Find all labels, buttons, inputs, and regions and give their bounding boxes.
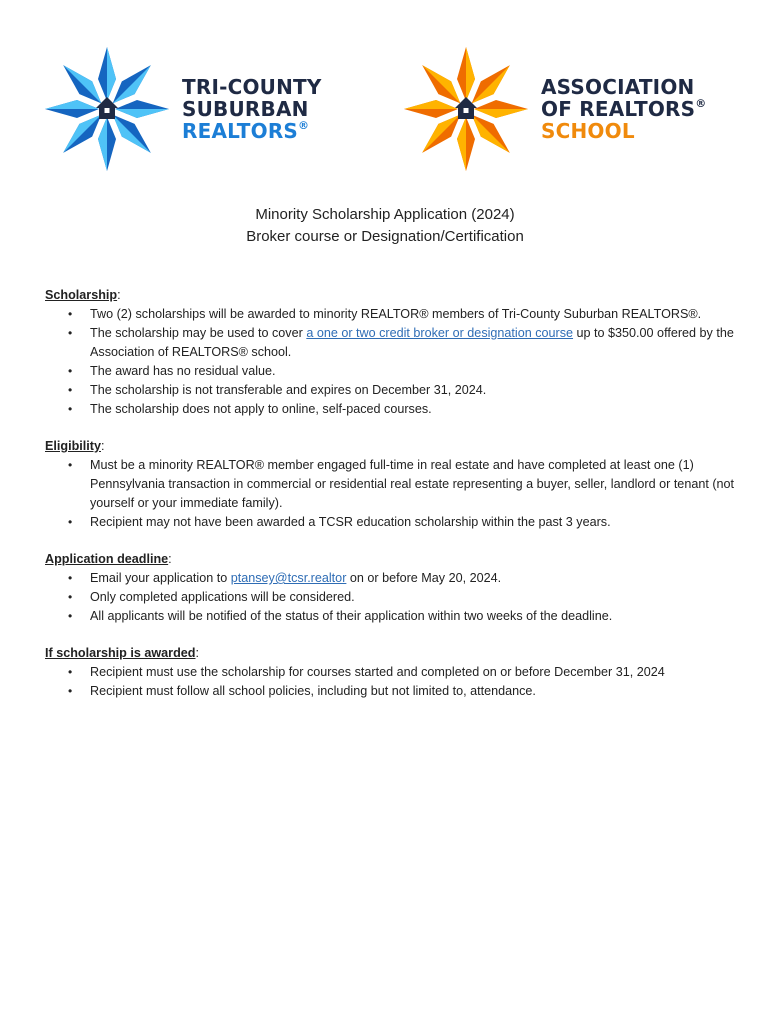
- star-house-logo-icon: [403, 46, 529, 172]
- list-item: • The award has no residual value.: [45, 362, 735, 381]
- list-item: • Must be a minority REALTOR® member engaged full-time in real estate and have completed at least one (1) Pennsylvania transaction in commercial or residential real estate representing a buyer, seller, landlord or tenant (not yourself or your immediate family).: [45, 456, 735, 513]
- document-body: [45, 286, 735, 719]
- logo-line: ASSOCIATION: [541, 75, 695, 99]
- list-item: • Recipient must use the scholarship for courses started and completed on or before December 31, 2024: [45, 663, 735, 682]
- logo-line: OF REALTORS: [541, 97, 696, 121]
- list-item: • The scholarship is not transferable and expires on December 31, 2024.: [45, 381, 735, 400]
- bullet-list: [45, 456, 735, 532]
- logo-line: SUBURBAN: [182, 97, 309, 121]
- title-line-2: Broker course or Designation/Certification: [246, 228, 524, 245]
- list-item: • The scholarship does not apply to online, self-paced courses.: [45, 400, 735, 419]
- logo-line: SCHOOL: [541, 119, 635, 143]
- association-of-realtors-school-logo: [403, 46, 706, 172]
- item-text: on or before May 20, 2024.: [346, 571, 502, 585]
- registered-mark: ®: [695, 97, 707, 110]
- title-line-1: Minority Scholarship Application (2024): [255, 206, 515, 223]
- broker-course-link[interactable]: a one or two credit broker or designation course: [306, 326, 574, 340]
- item-text: The scholarship may be used to cover: [90, 326, 307, 340]
- email-link[interactable]: ptansey@tcsr.realtor: [230, 571, 347, 585]
- section-heading: Scholarship: [45, 288, 118, 302]
- bullet-list: [45, 305, 735, 419]
- document-title: [0, 204, 770, 248]
- registered-mark: ®: [298, 119, 310, 132]
- list-item: • All applicants will be notified of the status of their application within two weeks of the deadline.: [45, 607, 735, 626]
- list-item: • Two (2) scholarships will be awarded to minority REALTOR® members of Tri-County Suburban REALTORS®.: [45, 305, 735, 324]
- heading-colon: :: [100, 439, 105, 453]
- logo-line: TRI-COUNTY: [182, 75, 322, 99]
- item-text: Email your application to: [90, 571, 231, 585]
- heading-colon: :: [168, 552, 172, 566]
- list-item: • Recipient may not have been awarded a TCSR education scholarship within the past 3 years.: [45, 513, 735, 532]
- section-scholarship: [45, 286, 735, 419]
- item-text: up to $350.00 offered by the Association of REALTORS® school.: [90, 326, 734, 359]
- list-item: • Recipient must follow all school policies, including but not limited to, attendance.: [45, 682, 735, 701]
- section-if-awarded: [45, 644, 735, 701]
- logo-line: REALTORS: [182, 119, 299, 143]
- section-deadline: [45, 550, 735, 626]
- section-heading: Application deadline: [45, 552, 169, 566]
- bullet-list: [45, 663, 735, 701]
- list-item: [45, 569, 735, 588]
- list-item: • Only completed applications will be considered.: [45, 588, 735, 607]
- star-house-logo-icon: [44, 46, 170, 172]
- section-heading: Eligibility: [45, 439, 101, 453]
- section-heading: If scholarship is awarded: [45, 646, 196, 660]
- tri-county-logo: [44, 46, 322, 172]
- section-eligibility: [45, 437, 735, 532]
- heading-colon: :: [195, 646, 199, 660]
- heading-colon: :: [117, 288, 121, 302]
- list-item: [45, 324, 735, 362]
- bullet-list: [45, 569, 735, 626]
